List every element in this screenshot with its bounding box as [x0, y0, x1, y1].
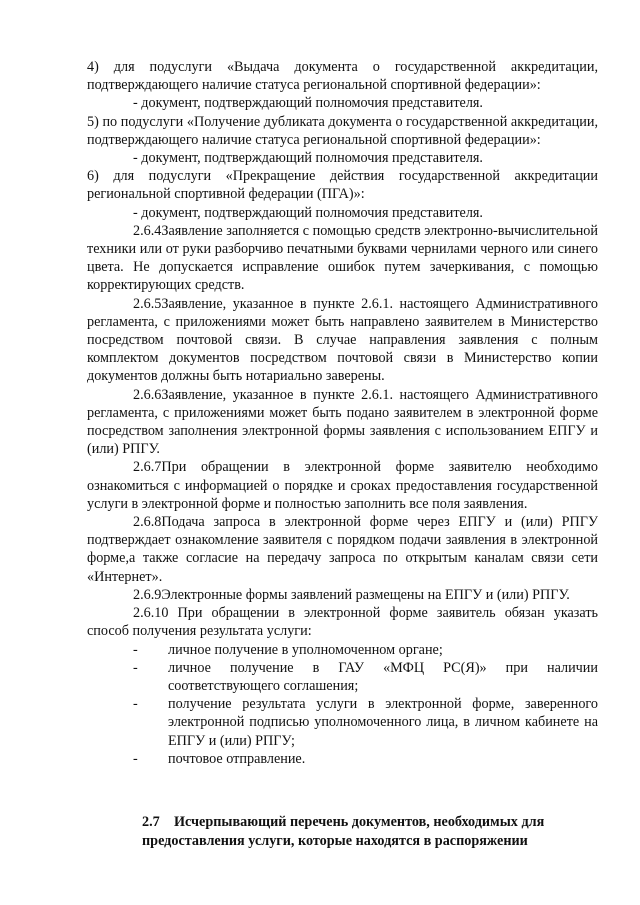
section-title: Исчерпывающий перечень документов, необходимых для предоставления услуги, которые находятся в распоряжении: [142, 813, 545, 849]
section-number: 2.7: [142, 813, 160, 830]
paragraph: 2.6.6Заявление, указанное в пункте 2.6.1. настоящего Административного регламента, с приложениями может быть подано заявителем в электронной форме посредством заполнения электронной формы заявления с использованием ЕПГУ и (или) РПГУ.: [87, 386, 598, 458]
paragraph: 2.6.5Заявление, указанное в пункте 2.6.1. настоящего Административного регламента, с приложениями может быть направлено заявителем в Министерство посредством почтовой связи. В случае направления заявления с полным комплектом документов посредством почтовой связи в Министерство копии документов должны быть нотариально заверены.: [87, 295, 598, 385]
document-body: [87, 58, 598, 768]
list-dash: -: [133, 750, 138, 767]
paragraph: 5) по подуслуги «Получение дубликата документа о государственной аккредитации, подтверждающего наличие статуса региональной спортивной федерации»:: [87, 113, 598, 148]
paragraph: 6) для подуслуги «Прекращение действия государственной аккредитации региональной спортивной федерации (ПГА)»:: [87, 168, 598, 203]
sub-item: - документ, подтверждающий полномочия представителя.: [133, 204, 483, 221]
list-dash: -: [133, 696, 138, 713]
list-item-text: получение результата услуги в электронной форме, заверенного электронной подписью уполномоченного лица, в личном кабинете на ЕПГУ и (или) РПГУ;: [168, 696, 598, 749]
paragraph: 4) для подуслуги «Выдача документа о государственной аккредитации, подтверждающего наличие статуса региональной спортивной федерации»:: [87, 59, 598, 94]
list-item-text: почтовое отправление.: [168, 750, 306, 767]
paragraph: 2.6.8Подача запроса в электронной форме через ЕПГУ и (или) РПГУ подтверждает ознакомление заявителя с порядком подачи заявления в электронной форме,а также согласие на передачу запроса по открытым каналам связи сети «Интернет».: [87, 514, 598, 585]
paragraph: 2.6.4Заявление заполняется с помощью средств электронно-вычислительной техники или от руки разборчиво печатными буквами чернилами черного или синего цвета. Не допускается исправление ошибок путем зачеркивания, с помощью корректирующих средств.: [87, 222, 598, 294]
paragraph: 2.6.10 При обращении в электронной форме заявитель обязан указать способ получения результата услуги:: [87, 605, 598, 640]
section-heading: [87, 813, 598, 851]
list-dash: -: [133, 641, 138, 658]
list-item-text: личное получение в ГАУ «МФЦ РС(Я)» при наличии соответствующего соглашения;: [168, 659, 598, 694]
list-item: [87, 659, 598, 695]
paragraph: 2.6.9Электронные формы заявлений размещены на ЕПГУ и (или) РПГУ.: [133, 586, 570, 603]
sub-item: - документ, подтверждающий полномочия представителя.: [133, 95, 483, 112]
list-dash: -: [133, 659, 138, 676]
list-item: [87, 750, 598, 768]
list-item-text: личное получение в уполномоченном органе;: [168, 641, 443, 658]
list-item: [87, 695, 598, 750]
sub-item: - документ, подтверждающий полномочия представителя.: [133, 150, 483, 167]
list-item: [87, 641, 598, 659]
paragraph: 2.6.7При обращении в электронной форме заявителю необходимо ознакомиться с информацией о порядке и сроках предоставления государственной услуги в электронной форме и полностью заполнить все поля заявления.: [87, 459, 598, 512]
